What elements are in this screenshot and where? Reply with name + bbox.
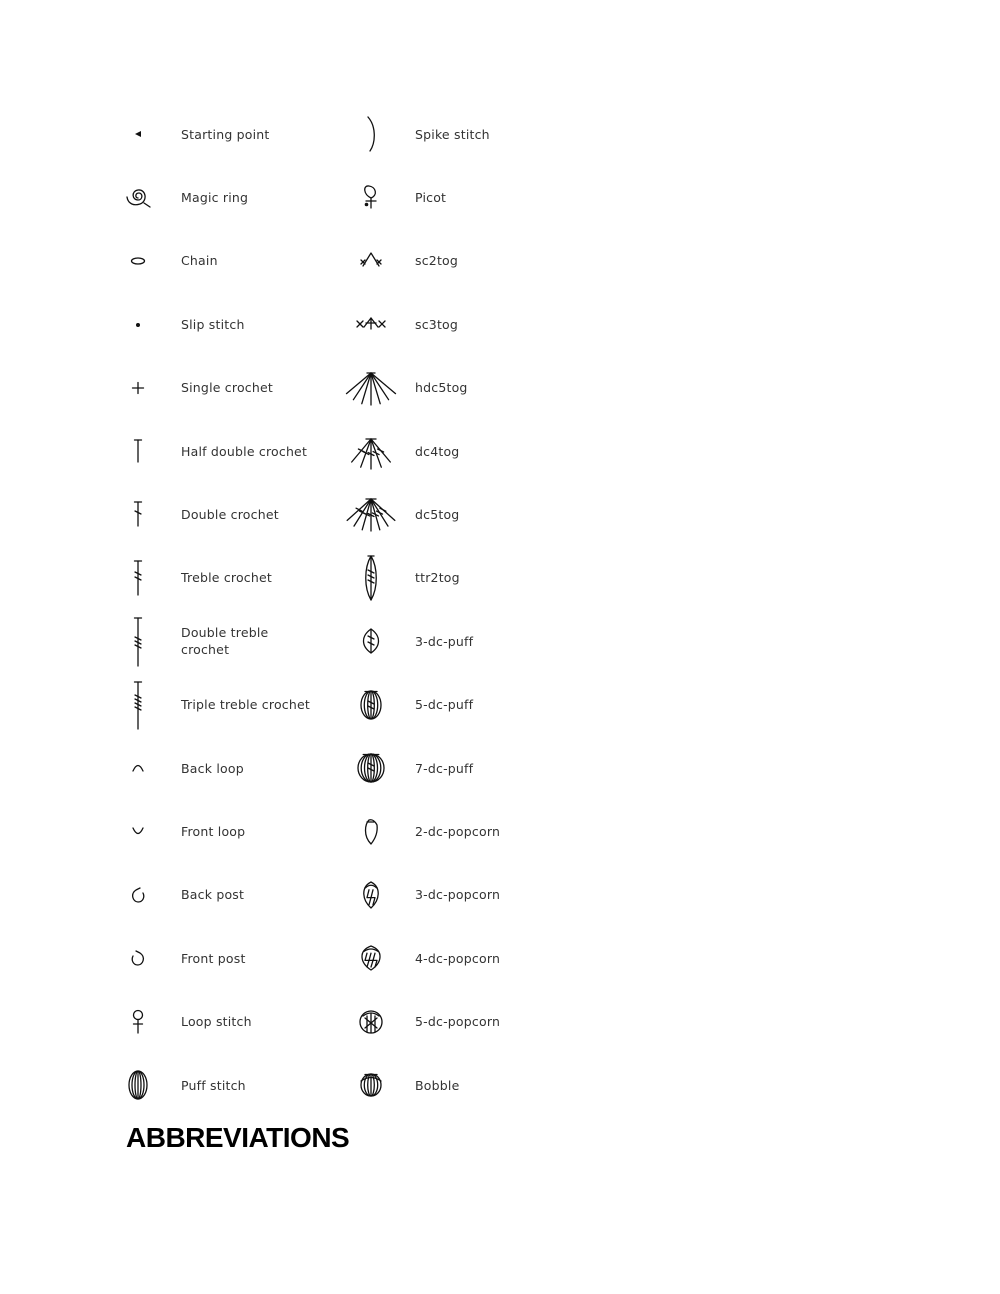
legend-label: 3-dc-popcorn — [415, 887, 501, 903]
legend-label: Front post — [181, 950, 246, 966]
legend-label: 3-dc-puff — [415, 633, 474, 649]
legend-label: Double crochet — [181, 506, 279, 522]
legend-label: Spike stitch — [415, 126, 490, 142]
slip-stitch-icon — [108, 294, 168, 354]
single-crochet-icon — [108, 358, 168, 418]
starting-point-icon — [108, 104, 168, 164]
legend-label: Half double crochet — [181, 443, 308, 459]
legend-label: ttr2tog — [415, 570, 460, 586]
3-dc-puff-icon — [341, 611, 401, 671]
front-loop-icon — [108, 801, 168, 861]
legend-label: Picot — [415, 189, 447, 205]
5-dc-puff-icon — [341, 675, 401, 735]
sc2tog-icon — [341, 231, 401, 291]
ttr2tog-icon — [341, 548, 401, 608]
legend-label: Chain — [181, 253, 218, 269]
legend-label: Magic ring — [181, 189, 249, 205]
back-loop-icon — [108, 738, 168, 798]
back-post-icon — [108, 865, 168, 925]
legend-label: sc2tog — [415, 253, 459, 269]
legend-label: dc5tog — [415, 506, 460, 522]
legend-label: Puff stitch — [181, 1077, 246, 1093]
legend-label: Double treble crochet — [181, 625, 269, 658]
triple-treble-crochet-icon — [108, 675, 168, 735]
dc5tog-icon — [341, 484, 401, 544]
legend-label: Single crochet — [181, 380, 273, 396]
chain-icon — [108, 231, 168, 291]
double-treble-crochet-icon — [108, 611, 168, 671]
sc3tog-icon — [341, 294, 401, 354]
magic-ring-icon — [108, 167, 168, 227]
dc4tog-icon — [341, 421, 401, 481]
front-post-icon — [108, 928, 168, 988]
5-dc-popcorn-icon — [341, 992, 401, 1052]
legend-label: 5-dc-puff — [415, 697, 474, 713]
puff-stitch-icon — [108, 1055, 168, 1115]
treble-crochet-icon — [108, 548, 168, 608]
legend-label: hdc5tog — [415, 380, 468, 396]
legend-label: 4-dc-popcorn — [415, 950, 501, 966]
legend-label: Bobble — [415, 1077, 460, 1093]
legend-label: dc4tog — [415, 443, 460, 459]
legend-label: Loop stitch — [181, 1014, 252, 1030]
legend-label: 7-dc-puff — [415, 760, 474, 776]
legend-label: Starting point — [181, 126, 270, 142]
legend-label: Back post — [181, 887, 245, 903]
2-dc-popcorn-icon — [341, 801, 401, 861]
legend-label: Front loop — [181, 823, 246, 839]
legend-label: sc3tog — [415, 316, 459, 332]
bobble-icon — [341, 1055, 401, 1115]
spike-stitch-icon — [341, 104, 401, 164]
4-dc-popcorn-icon — [341, 928, 401, 988]
legend-label: Triple treble crochet — [181, 697, 310, 713]
legend-label: 2-dc-popcorn — [415, 823, 501, 839]
loop-stitch-icon — [108, 992, 168, 1052]
legend-label: Treble crochet — [181, 570, 272, 586]
3-dc-popcorn-icon — [341, 865, 401, 925]
legend-label: 5-dc-popcorn — [415, 1014, 501, 1030]
hdc5tog-icon — [341, 358, 401, 418]
picot-icon — [341, 167, 401, 227]
abbreviations-heading: ABBREVIATIONS — [126, 1122, 350, 1153]
half-double-crochet-icon — [108, 421, 168, 481]
double-crochet-icon — [108, 484, 168, 544]
legend-label: Slip stitch — [181, 316, 245, 332]
7-dc-puff-icon — [341, 738, 401, 798]
legend-label: Back loop — [181, 760, 244, 776]
